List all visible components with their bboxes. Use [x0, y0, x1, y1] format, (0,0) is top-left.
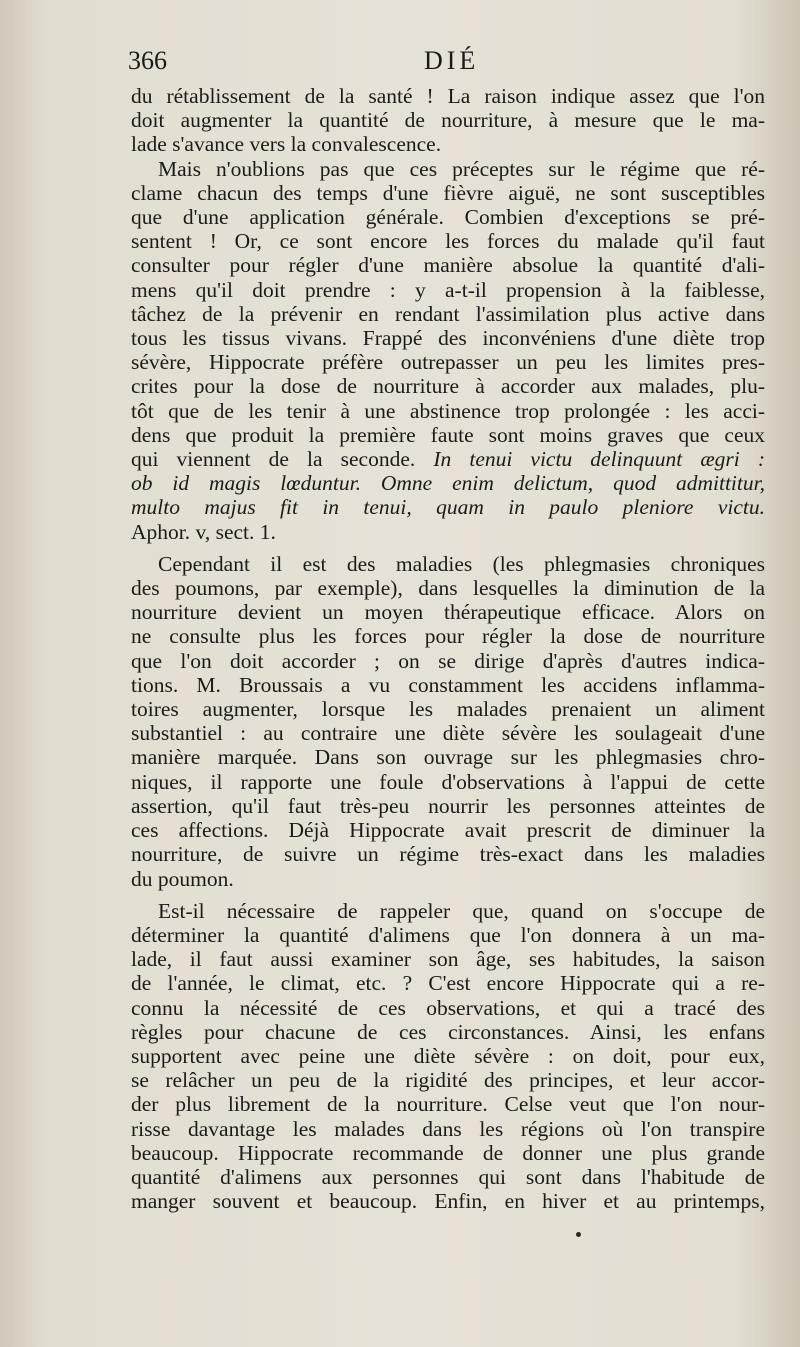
text-line: déterminer la quantité d'alimens que l'on donnera à un ma-	[131, 922, 765, 947]
latin-quote: In tenui victu delinquunt ægri :	[433, 447, 766, 472]
text-line: dens que produit la première faute sont moins graves que ceux	[131, 422, 765, 447]
text-line: quantité d'alimens aux personnes qui sont dans l'habitude de	[131, 1164, 765, 1189]
text-line: supportent avec peine une diète sévère : on doit, pour eux,	[131, 1043, 765, 1068]
text-line: que d'une application générale. Combien d'exceptions se pré-	[131, 205, 765, 230]
text-segment: qui viennent de la seconde.	[131, 447, 416, 472]
text-line: lade, il faut aussi examiner son âge, ses habitudes, la saison	[131, 947, 765, 972]
text-line: niques, il rapporte une foule d'observations à l'appui de cette	[131, 769, 765, 794]
text-line: ces affections. Déjà Hippocrate avait prescrit de diminuer la	[131, 818, 765, 843]
text-line: assertion, qu'il faut très-peu nourrir les personnes atteintes de	[131, 793, 765, 818]
page-header	[128, 46, 768, 82]
text-line: des poumons, par exemple), dans lesquelles la diminution de la	[131, 576, 765, 601]
text-line: Est-il nécessaire de rappeler que, quand on s'occupe de	[158, 898, 765, 923]
ink-speck	[576, 1232, 581, 1237]
citation: Aphor. v, sect. 1.	[131, 519, 276, 544]
text-line: tous les tissus vivans. Frappé des inconvéniens d'une diète trop	[131, 326, 765, 351]
text-line: substantiel : au contraire une diète sévère les soulageait d'une	[131, 721, 765, 746]
text-line: crites pour la dose de nourriture à accorder aux malades, plu-	[131, 374, 765, 399]
text-line: clame chacun des temps d'une fièvre aiguë, ne sont susceptibles	[131, 180, 765, 205]
text-line: toires augmenter, lorsque les malades prenaient un aliment	[131, 697, 765, 722]
text-line: règles pour chacune de ces circonstances. Ainsi, les enfans	[131, 1019, 765, 1044]
text-line: sentent ! Or, ce sont encore les forces du malade qu'il faut	[131, 229, 765, 254]
text-line: sévère, Hippocrate préfère outrepasser un peu les limites pres-	[131, 350, 765, 375]
text-line: tions. M. Broussais a vu constamment les accidens inflamma-	[131, 672, 765, 697]
text-line: que l'on doit accorder ; on se dirige d'après d'autres indica-	[131, 648, 765, 673]
text-line: manière marquée. Dans son ouvrage sur les phlegmasies chro-	[131, 745, 765, 770]
page-number: 366	[128, 46, 167, 75]
text-line: tôt que de les tenir à une abstinence trop prolongée : les acci-	[131, 398, 765, 423]
text-line: nourriture devient un moyen thérapeutique efficace. Alors on	[131, 600, 765, 625]
paragraph-4	[131, 899, 765, 1214]
text-line: se relâcher un peu de la rigidité des principes, et leur accor-	[131, 1068, 765, 1093]
running-title: DIÉ	[424, 46, 480, 75]
text-line: der plus librement de la nourriture. Celse veut que l'on nour-	[131, 1092, 765, 1117]
text-line: ne consulte plus les forces pour régler la dose de nourriture	[131, 624, 765, 649]
latin-quote-line: ob id magis lœduntur. Omne enim delictum, quod admittitur,	[131, 471, 765, 496]
text-line: Mais n'oublions pas que ces préceptes sur le régime que ré-	[158, 156, 765, 181]
text-line: manger souvent et beaucoup. Enfin, en hiver et au printemps,	[131, 1189, 765, 1214]
text-line: beaucoup. Hippocrate recommande de donner une plus grande	[131, 1140, 765, 1165]
paragraph-1	[131, 84, 765, 157]
text-line: du poumon.	[131, 866, 234, 891]
text-line: risse davantage les malades dans les régions où l'on transpire	[131, 1116, 765, 1141]
text-line: connu la nécessité de ces observations, et qui a tracé des	[131, 995, 765, 1020]
text-line: doit augmenter la quantité de nourriture, à mesure que le ma-	[131, 108, 765, 133]
text-line: consulter pour régler d'une manière absolue la quantité d'ali-	[131, 253, 765, 278]
body-text	[131, 84, 765, 1213]
text-line	[131, 447, 765, 471]
text-line: lade s'avance vers la convalescence.	[131, 132, 442, 157]
paragraph-3	[131, 552, 765, 891]
latin-quote-line: multo majus fit in tenui, quam in paulo pleniore victu.	[131, 495, 765, 520]
text-line: Cependant il est des maladies (les phlegmasies chroniques	[158, 551, 765, 576]
text-line: nourriture, de suivre un régime très-exact dans les maladies	[131, 842, 765, 867]
text-line: tâchez de la prévenir en rendant l'assimilation plus active dans	[131, 301, 765, 326]
text-line: du rétablissement de la santé ! La raison indique assez que l'on	[131, 84, 765, 108]
text-line: mens qu'il doit prendre : y a-t-il propension à la faiblesse,	[131, 277, 765, 302]
text-line: de l'année, le climat, etc. ? C'est encore Hippocrate qui a re-	[131, 971, 765, 996]
paragraph-2	[131, 157, 765, 544]
